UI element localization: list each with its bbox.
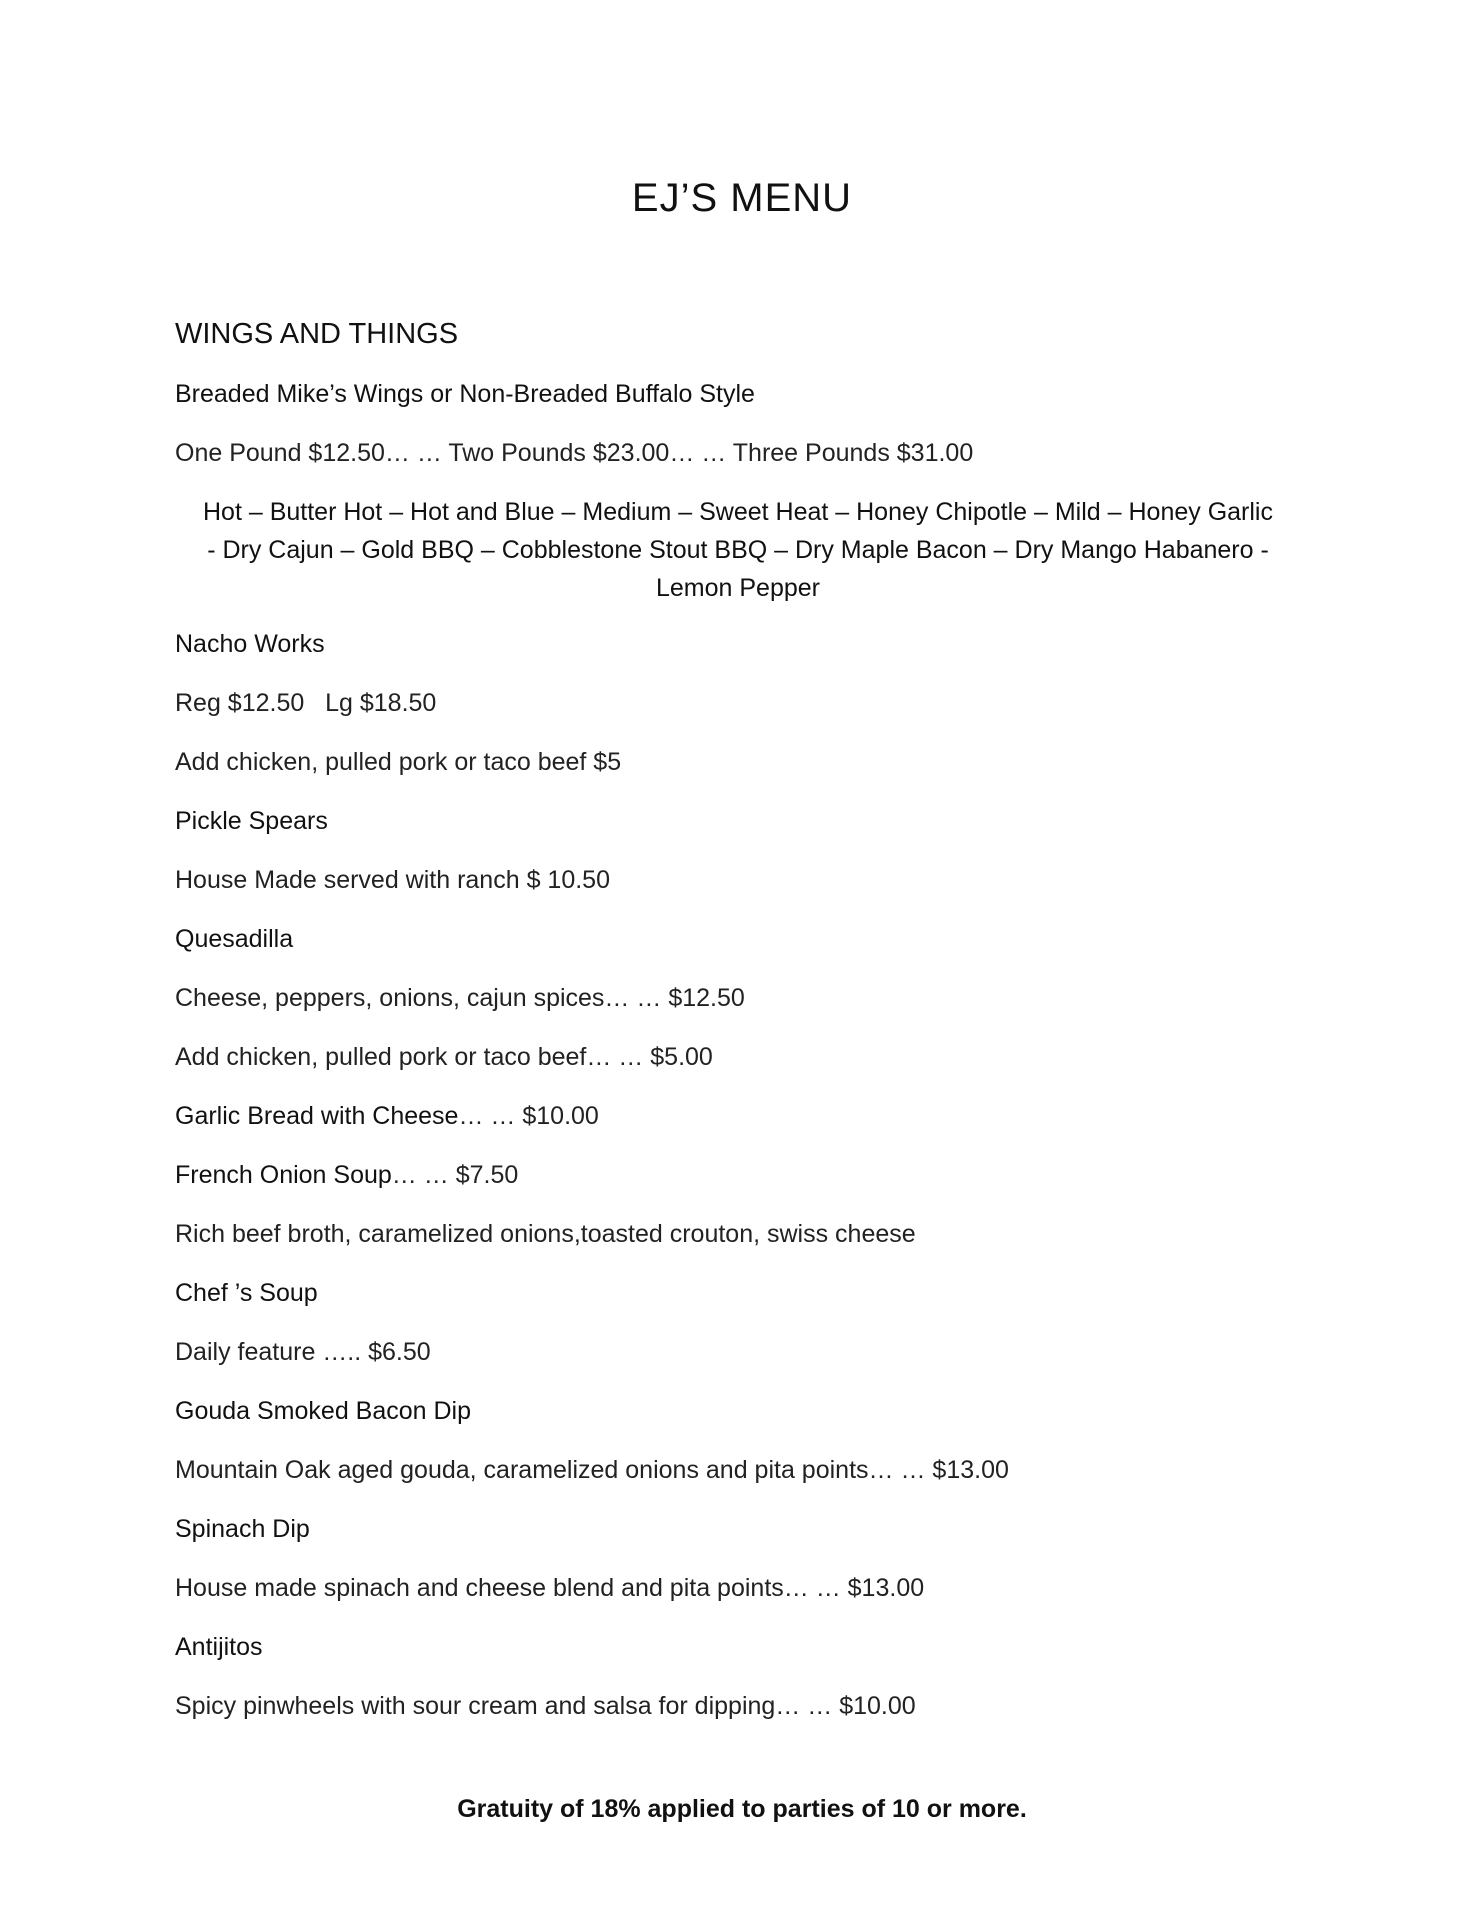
- quesadilla-addon: Add chicken, pulled pork or taco beef… … $5.00: [175, 1043, 713, 1071]
- onion-soup-price: … … $7.50: [391, 1161, 519, 1189]
- onion-soup-item: [175, 1160, 1325, 1190]
- nacho-name: Nacho Works: [175, 630, 325, 658]
- chef-soup-name: Chef ’s Soup: [175, 1279, 318, 1307]
- gouda-dip-desc: Mountain Oak aged gouda, caramelized onions and pita points… … $13.00: [175, 1456, 1009, 1484]
- pickle-desc: House Made served with ranch $ 10.50: [175, 866, 610, 894]
- wing-flavors-line-3: Lemon Pepper: [655, 574, 820, 602]
- garlic-bread-name: Garlic Bread with Cheese: [175, 1102, 459, 1130]
- garlic-bread-price: … … $10.00: [458, 1102, 599, 1130]
- quesadilla-desc: Cheese, peppers, onions, cajun spices… … $12.50: [175, 984, 745, 1012]
- garlic-bread-item: [175, 1101, 1325, 1131]
- wing-flavors-line-1: Hot – Butter Hot – Hot and Blue – Medium – Sweet Heat – Honey Chipotle – Mild – Honey Garlic: [203, 498, 1273, 526]
- pickle-name: Pickle Spears: [175, 807, 328, 835]
- wing-flavors: [171, 493, 1305, 607]
- spinach-dip-name: Spinach Dip: [175, 1515, 310, 1543]
- wings-and-things-section: [175, 318, 1325, 1750]
- page-title: EJ’S MENU: [631, 176, 853, 220]
- wings-name: Breaded Mike’s Wings or Non-Breaded Buffalo Style: [175, 380, 755, 408]
- gouda-dip-name: Gouda Smoked Bacon Dip: [175, 1397, 472, 1425]
- onion-soup-name: French Onion Soup: [175, 1161, 392, 1189]
- antijitos-desc: Spicy pinwheels with sour cream and salsa for dipping… … $10.00: [175, 1692, 916, 1720]
- gratuity-note: Gratuity of 18% applied to parties of 10 or more.: [457, 1795, 1027, 1823]
- quesadilla-name: Quesadilla: [175, 925, 294, 953]
- nacho-prices: Reg $12.50 Lg $18.50: [175, 689, 437, 717]
- wing-flavors-line-2: - Dry Cajun – Gold BBQ – Cobblestone Stout BBQ – Dry Maple Bacon – Dry Mango Habanero -: [207, 536, 1269, 564]
- wings-prices: One Pound $12.50… … Two Pounds $23.00… … Three Pounds $31.00: [175, 439, 974, 467]
- spinach-dip-desc: House made spinach and cheese blend and pita points… … $13.00: [175, 1574, 925, 1602]
- chef-soup-desc: Daily feature ….. $6.50: [175, 1338, 431, 1366]
- antijitos-name: Antijitos: [175, 1633, 263, 1661]
- onion-soup-desc: Rich beef broth, caramelized onions,toasted crouton, swiss cheese: [175, 1220, 916, 1248]
- nacho-addon: Add chicken, pulled pork or taco beef $5: [175, 748, 622, 776]
- section-heading: WINGS AND THINGS: [175, 318, 459, 350]
